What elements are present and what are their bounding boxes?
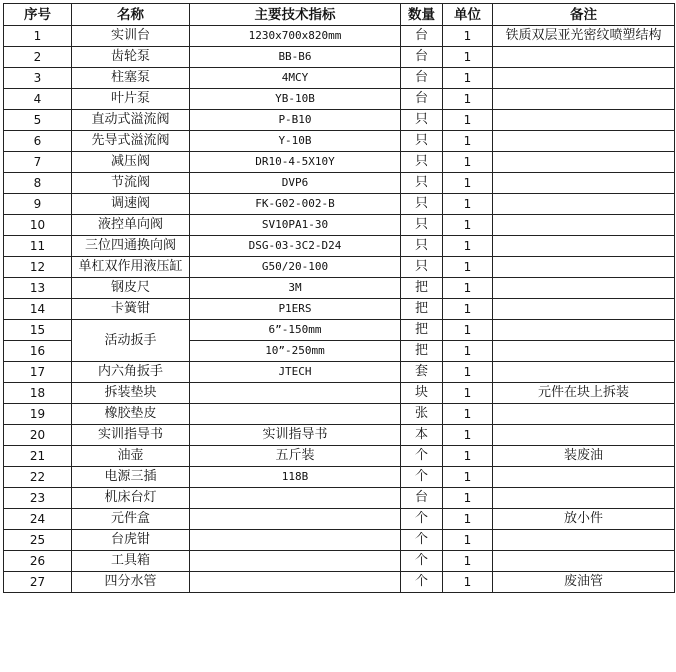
cell-no: 20 [4, 425, 72, 446]
cell-qty: 只 [401, 110, 443, 131]
cell-remark [493, 362, 675, 383]
cell-name: 卡簧钳 [72, 299, 190, 320]
cell-unit: 1 [443, 257, 493, 278]
cell-spec: 实训指导书 [190, 425, 401, 446]
cell-unit: 1 [443, 194, 493, 215]
cell-no: 8 [4, 173, 72, 194]
table-row [4, 278, 675, 299]
table-row [4, 173, 675, 194]
cell-no: 22 [4, 467, 72, 488]
cell-no: 9 [4, 194, 72, 215]
cell-name: 橡胶垫皮 [72, 404, 190, 425]
cell-qty: 只 [401, 215, 443, 236]
cell-no: 12 [4, 257, 72, 278]
cell-no: 14 [4, 299, 72, 320]
cell-remark [493, 425, 675, 446]
cell-name: 柱塞泵 [72, 68, 190, 89]
cell-qty: 台 [401, 47, 443, 68]
cell-spec: BB-B6 [190, 47, 401, 68]
cell-qty: 台 [401, 68, 443, 89]
cell-name: 三位四通换向阀 [72, 236, 190, 257]
cell-spec: DR10-4-5X10Y [190, 152, 401, 173]
cell-unit: 1 [443, 299, 493, 320]
cell-unit: 1 [443, 47, 493, 68]
cell-remark [493, 467, 675, 488]
cell-no: 23 [4, 488, 72, 509]
cell-unit: 1 [443, 215, 493, 236]
cell-spec [190, 530, 401, 551]
cell-spec: 10”-250mm [190, 341, 401, 362]
table-row [4, 26, 675, 47]
cell-name: 直动式溢流阀 [72, 110, 190, 131]
cell-spec: JTECH [190, 362, 401, 383]
table-row [4, 572, 675, 593]
cell-name: 先导式溢流阀 [72, 131, 190, 152]
table-row [4, 362, 675, 383]
cell-remark [493, 341, 675, 362]
cell-remark [493, 152, 675, 173]
table-row [4, 530, 675, 551]
cell-unit: 1 [443, 110, 493, 131]
table-row [4, 68, 675, 89]
cell-unit: 1 [443, 383, 493, 404]
cell-name: 工具箱 [72, 551, 190, 572]
cell-qty: 只 [401, 152, 443, 173]
cell-unit: 1 [443, 89, 493, 110]
table-row [4, 110, 675, 131]
table-row [4, 152, 675, 173]
cell-name: 单杠双作用液压缸 [72, 257, 190, 278]
cell-spec: 118B [190, 467, 401, 488]
table-row [4, 89, 675, 110]
cell-spec: 五斤装 [190, 446, 401, 467]
table-row [4, 467, 675, 488]
table-row [4, 488, 675, 509]
cell-qty: 只 [401, 236, 443, 257]
cell-qty: 台 [401, 89, 443, 110]
header-remark: 备注 [493, 4, 675, 26]
cell-remark [493, 551, 675, 572]
cell-no: 18 [4, 383, 72, 404]
cell-unit: 1 [443, 551, 493, 572]
cell-remark [493, 68, 675, 89]
cell-name: 四分水管 [72, 572, 190, 593]
cell-remark [493, 131, 675, 152]
cell-spec [190, 551, 401, 572]
cell-spec: 1230x700x820mm [190, 26, 401, 47]
cell-name: 内六角扳手 [72, 362, 190, 383]
header-name: 名称 [72, 4, 190, 26]
cell-name: 叶片泵 [72, 89, 190, 110]
cell-spec: P1ERS [190, 299, 401, 320]
cell-qty: 个 [401, 551, 443, 572]
cell-no: 13 [4, 278, 72, 299]
cell-spec: DSG-03-3C2-D24 [190, 236, 401, 257]
cell-name: 机床台灯 [72, 488, 190, 509]
cell-name: 实训台 [72, 26, 190, 47]
cell-qty: 把 [401, 320, 443, 341]
table-header-row [4, 4, 675, 26]
cell-unit: 1 [443, 362, 493, 383]
cell-name: 元件盒 [72, 509, 190, 530]
cell-spec: 4MCY [190, 68, 401, 89]
table-row [4, 131, 675, 152]
cell-remark [493, 404, 675, 425]
cell-qty: 个 [401, 572, 443, 593]
cell-unit: 1 [443, 26, 493, 47]
cell-remark: 放小件 [493, 509, 675, 530]
cell-no: 24 [4, 509, 72, 530]
cell-qty: 把 [401, 341, 443, 362]
cell-unit: 1 [443, 404, 493, 425]
cell-spec [190, 572, 401, 593]
cell-spec: 3M [190, 278, 401, 299]
cell-remark [493, 110, 675, 131]
table-row [4, 509, 675, 530]
cell-name: 台虎钳 [72, 530, 190, 551]
cell-no: 6 [4, 131, 72, 152]
cell-name: 调速阀 [72, 194, 190, 215]
cell-qty: 把 [401, 299, 443, 320]
cell-spec: DVP6 [190, 173, 401, 194]
cell-name-merged: 活动扳手 [72, 320, 190, 362]
cell-qty: 个 [401, 509, 443, 530]
cell-remark: 铁质双层亚光密纹喷塑结构 [493, 26, 675, 47]
table-row [4, 446, 675, 467]
cell-name: 油壶 [72, 446, 190, 467]
cell-unit: 1 [443, 320, 493, 341]
cell-spec: FK-G02-002-B [190, 194, 401, 215]
cell-qty: 个 [401, 446, 443, 467]
cell-unit: 1 [443, 488, 493, 509]
cell-name: 减压阀 [72, 152, 190, 173]
table-row [4, 404, 675, 425]
cell-unit: 1 [443, 68, 493, 89]
cell-spec: P-B10 [190, 110, 401, 131]
cell-unit: 1 [443, 236, 493, 257]
cell-qty: 个 [401, 467, 443, 488]
cell-remark: 废油管 [493, 572, 675, 593]
cell-no: 11 [4, 236, 72, 257]
cell-name: 电源三插 [72, 467, 190, 488]
cell-unit: 1 [443, 173, 493, 194]
cell-spec: Y-10B [190, 131, 401, 152]
cell-spec: YB-10B [190, 89, 401, 110]
table-row [4, 47, 675, 68]
cell-name: 拆装垫块 [72, 383, 190, 404]
cell-qty: 把 [401, 278, 443, 299]
cell-remark [493, 194, 675, 215]
cell-name: 钢皮尺 [72, 278, 190, 299]
cell-remark [493, 488, 675, 509]
cell-qty: 套 [401, 362, 443, 383]
header-unit: 单位 [443, 4, 493, 26]
cell-name: 节流阀 [72, 173, 190, 194]
cell-unit: 1 [443, 341, 493, 362]
cell-no: 21 [4, 446, 72, 467]
cell-no: 17 [4, 362, 72, 383]
cell-remark [493, 47, 675, 68]
cell-spec [190, 509, 401, 530]
table-row [4, 215, 675, 236]
cell-no: 5 [4, 110, 72, 131]
cell-remark [493, 299, 675, 320]
cell-no: 25 [4, 530, 72, 551]
cell-no: 3 [4, 68, 72, 89]
table-row [4, 194, 675, 215]
cell-no: 19 [4, 404, 72, 425]
cell-unit: 1 [443, 530, 493, 551]
cell-unit: 1 [443, 152, 493, 173]
cell-name: 液控单向阀 [72, 215, 190, 236]
cell-qty: 只 [401, 194, 443, 215]
cell-no: 26 [4, 551, 72, 572]
cell-spec: G50/20-100 [190, 257, 401, 278]
cell-remark [493, 278, 675, 299]
cell-qty: 台 [401, 488, 443, 509]
cell-remark [493, 89, 675, 110]
cell-qty: 本 [401, 425, 443, 446]
cell-qty: 个 [401, 530, 443, 551]
cell-unit: 1 [443, 278, 493, 299]
cell-name: 齿轮泵 [72, 47, 190, 68]
header-no: 序号 [4, 4, 72, 26]
cell-spec: SV10PA1-30 [190, 215, 401, 236]
cell-remark [493, 236, 675, 257]
cell-unit: 1 [443, 446, 493, 467]
cell-no: 10 [4, 215, 72, 236]
cell-unit: 1 [443, 509, 493, 530]
table-row [4, 236, 675, 257]
cell-no: 2 [4, 47, 72, 68]
cell-unit: 1 [443, 467, 493, 488]
cell-name: 实训指导书 [72, 425, 190, 446]
cell-remark [493, 320, 675, 341]
cell-qty: 块 [401, 383, 443, 404]
header-spec: 主要技术指标 [190, 4, 401, 26]
cell-qty: 只 [401, 257, 443, 278]
cell-qty: 台 [401, 26, 443, 47]
cell-qty: 张 [401, 404, 443, 425]
cell-spec [190, 488, 401, 509]
table-row [4, 383, 675, 404]
cell-no: 1 [4, 26, 72, 47]
cell-remark: 元件在块上拆装 [493, 383, 675, 404]
cell-no: 16 [4, 341, 72, 362]
table-row [4, 320, 675, 341]
cell-remark: 装废油 [493, 446, 675, 467]
cell-no: 15 [4, 320, 72, 341]
cell-remark [493, 257, 675, 278]
cell-unit: 1 [443, 425, 493, 446]
cell-remark [493, 215, 675, 236]
table-row [4, 551, 675, 572]
cell-qty: 只 [401, 173, 443, 194]
cell-no: 7 [4, 152, 72, 173]
equipment-table [3, 3, 675, 593]
cell-spec: 6”-150mm [190, 320, 401, 341]
table-row [4, 257, 675, 278]
table-row [4, 299, 675, 320]
cell-spec [190, 383, 401, 404]
cell-spec [190, 404, 401, 425]
cell-no: 4 [4, 89, 72, 110]
cell-qty: 只 [401, 131, 443, 152]
cell-no: 27 [4, 572, 72, 593]
cell-unit: 1 [443, 131, 493, 152]
table-row [4, 425, 675, 446]
cell-unit: 1 [443, 572, 493, 593]
header-qty: 数量 [401, 4, 443, 26]
cell-remark [493, 530, 675, 551]
cell-remark [493, 173, 675, 194]
